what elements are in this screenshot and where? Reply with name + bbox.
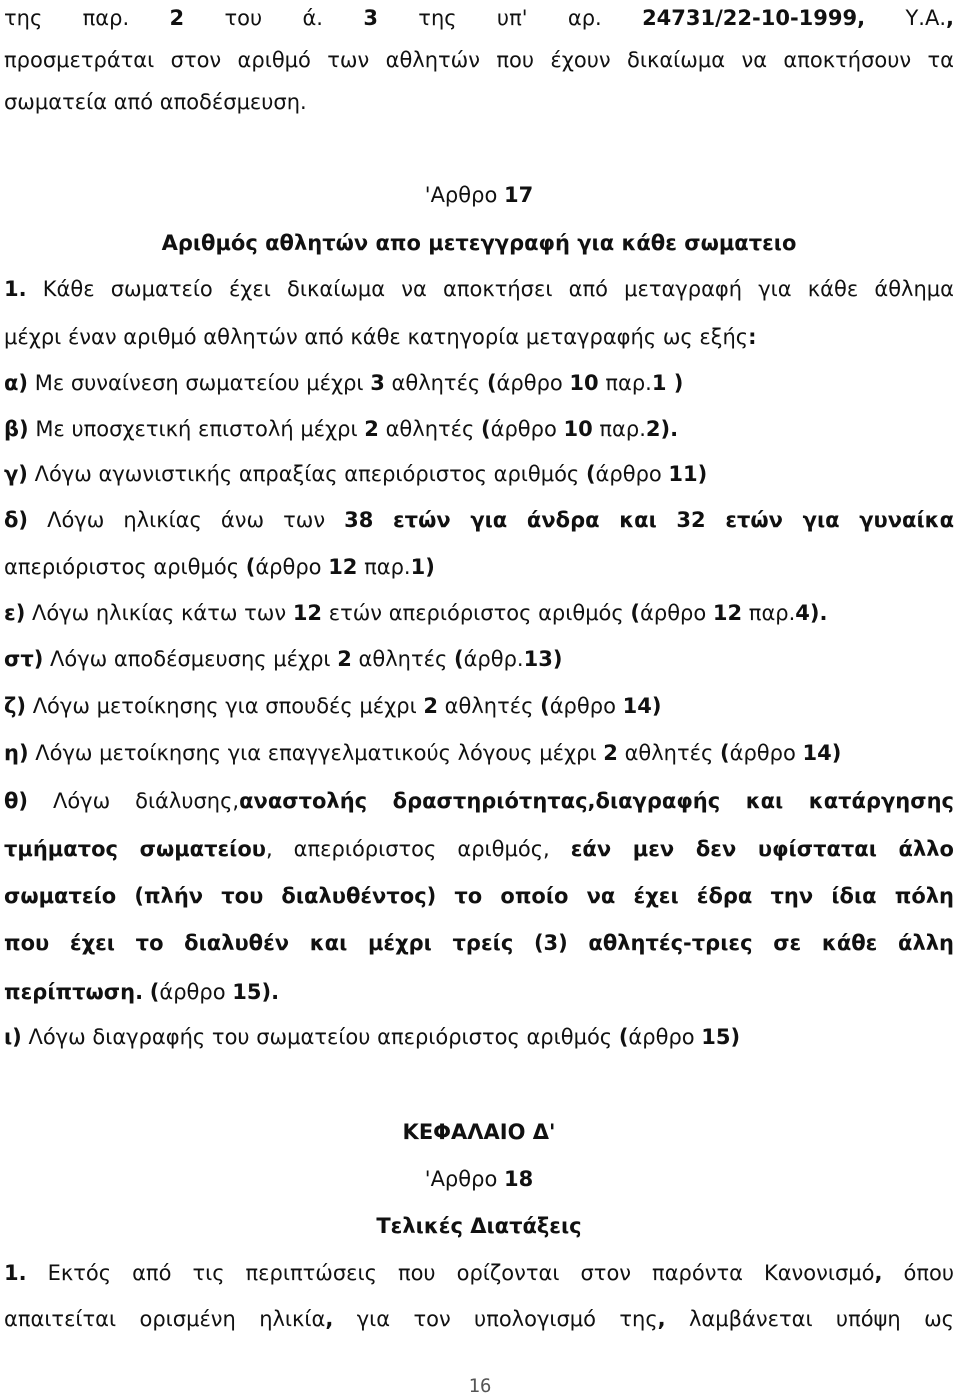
bold-text: 3 — [370, 371, 385, 395]
text-line — [4, 1259, 954, 1287]
bold-text: , — [874, 1261, 883, 1285]
text-run: αθλητές — [617, 741, 720, 765]
text-run: σωματεία από αποδέσμευση. — [4, 90, 307, 114]
bold-text: ( — [481, 417, 491, 441]
bold-text: ( — [618, 1025, 629, 1049]
text-run: απαιτείται ορισμένη ηλικία — [4, 1307, 326, 1331]
article-title — [4, 229, 954, 257]
bold-text: δ) — [4, 508, 29, 532]
bold-text: Τελικές Διατάξεις — [376, 1214, 582, 1238]
bold-text: ( — [630, 601, 641, 625]
text-line — [4, 46, 954, 74]
text-run: Υ.Α. — [865, 6, 947, 30]
bold-text: 4). — [795, 601, 828, 625]
text-line — [4, 88, 954, 116]
text-run: Λόγω ηλικίας άνω των — [28, 508, 345, 532]
bold-text: 1) — [410, 555, 435, 579]
bold-text: θ) — [4, 789, 29, 813]
text-run: άρθρο — [640, 601, 713, 625]
text-run: παρ. — [598, 371, 652, 395]
bold-text: 1 ) — [651, 371, 684, 395]
text-line — [4, 275, 954, 303]
text-run: Με συναίνεση σωματείου μέχρι — [28, 371, 371, 395]
bold-text: 12 — [712, 601, 743, 625]
bold-text: 10 — [563, 417, 593, 441]
text-line — [4, 929, 954, 957]
text-run: παρ. — [592, 417, 646, 441]
bold-text: ( — [720, 741, 730, 765]
text-run: αθλητές — [384, 371, 487, 395]
text-run: παρ. — [357, 555, 411, 579]
text-run: άρθρο — [549, 694, 623, 718]
text-run: Λόγω διαγραφής του σωματείου απεριόριστος αριθμός — [21, 1025, 619, 1049]
list-item — [4, 787, 954, 815]
text-run: Με υποσχετική επιστολή μέχρι — [28, 417, 365, 441]
article-heading — [4, 1165, 954, 1193]
bold-text: 10 — [569, 371, 599, 395]
text-line — [4, 978, 954, 1006]
text-run: Λόγω αγωνιστικής απραξίας απεριόριστος αριθμός — [27, 462, 586, 486]
text-run: όπου — [882, 1261, 954, 1285]
bold-text: 17 — [503, 183, 534, 207]
bold-text: 14) — [802, 741, 842, 765]
bold-text: Αριθμός αθλητών απο μετεγγραφή για κάθε σωματειο — [161, 231, 797, 255]
list-item — [4, 460, 954, 488]
text-run: άρθρο — [628, 1025, 702, 1049]
text-run: Λόγω μετοίκησης για σπουδές μέχρι — [26, 694, 424, 718]
bold-text: ι) — [4, 1025, 22, 1049]
text-run: άρθρο — [496, 371, 570, 395]
bold-text: περίπτωση. — [4, 980, 144, 1004]
list-item — [4, 599, 954, 627]
bold-text: εάν μεν δεν υφίσταται άλλο — [570, 837, 954, 861]
text-run: της παρ. — [4, 6, 170, 30]
bold-text: 12 — [292, 601, 323, 625]
list-item — [4, 506, 954, 534]
text-run: άρθρο — [490, 417, 564, 441]
text-run: άρθρο — [729, 741, 803, 765]
text-run: προσμετράται στον αριθμό των αθλητών που έχουν δικαίωμα να αποκτήσουν τα — [4, 48, 954, 72]
bold-text: 15). — [232, 980, 280, 1004]
bold-text: 12 — [328, 555, 358, 579]
text-run: Λόγω αποδέσμευσης μέχρι — [43, 647, 338, 671]
list-item — [4, 739, 954, 767]
bold-text: 24731/22-10-1999, — [642, 6, 866, 30]
text-run: άρθρο — [159, 980, 233, 1004]
list-item — [4, 645, 954, 673]
bold-text: , — [946, 6, 954, 30]
bold-text: τμήματος σωματείου — [4, 837, 266, 861]
bold-text: ( — [585, 462, 596, 486]
bold-text: 2 — [337, 647, 352, 671]
bold-text: 1. — [4, 1261, 27, 1285]
text-run: άρθρο — [255, 555, 329, 579]
list-item — [4, 692, 954, 720]
bold-text: 2 — [364, 417, 379, 441]
text-run: Εκτός από τις περιπτώσεις που ορίζονται στον παρόντα Κανονισμό — [26, 1261, 875, 1285]
list-item — [4, 1023, 954, 1051]
bold-text: στ) — [4, 647, 44, 671]
text-line — [4, 835, 954, 863]
text-run: λαμβάνεται υπόψη ως — [665, 1307, 954, 1331]
bold-text: ( — [453, 647, 464, 671]
text-run: Λόγω μετοίκησης για επαγγελματικούς λόγους μέχρι — [28, 741, 604, 765]
bold-text: 14) — [622, 694, 662, 718]
text-run: αθλητές — [438, 694, 541, 718]
text-run: Λόγω διάλυσης, — [28, 789, 240, 813]
text-run: 'Αρθρο — [424, 183, 504, 207]
bold-text: 18 — [503, 1167, 534, 1191]
bold-text: 13) — [523, 647, 563, 671]
bold-text: ζ) — [4, 694, 27, 718]
bold-text: : — [748, 325, 757, 349]
bold-text: ΚΕΦΑΛΑΙΟ Δ' — [402, 1120, 556, 1144]
text-line — [4, 553, 954, 581]
bold-text: 15) — [701, 1025, 741, 1049]
bold-text: α) — [4, 371, 29, 395]
bold-text: ε) — [4, 601, 26, 625]
bold-text: γ) — [4, 462, 28, 486]
text-run: αθλητές — [378, 417, 482, 441]
text-run: της υπ' αρ. — [377, 6, 643, 30]
bold-text: 38 ετών για άνδρα και 32 ετών για γυναίκα — [344, 508, 954, 532]
text-line — [4, 323, 954, 351]
text-run: μέχρι έναν αριθμό αθλητών από κάθε κατηγορία μεταγραφής ως εξής — [4, 325, 749, 349]
text-run: Λόγω ηλικίας κάτω των — [25, 601, 293, 625]
bold-text: σωματείο (πλήν του διαλυθέντος) το οποίο να έχει έδρα την ίδια πόλη — [4, 884, 954, 908]
bold-text: που έχει το διαλυθέν και μέχρι τρείς (3) αθλητές-τριες σε κάθε άλλη — [4, 931, 954, 955]
bold-text: ( — [486, 371, 497, 395]
chapter-heading — [4, 1118, 954, 1146]
bold-text: , — [657, 1307, 666, 1331]
bold-text: 1. — [4, 277, 27, 301]
list-item — [4, 415, 954, 443]
text-run — [143, 980, 150, 1004]
bold-text: ( — [245, 555, 256, 579]
article-heading — [4, 181, 954, 209]
bold-text: ( — [540, 694, 550, 718]
text-run: άρθρ. — [463, 647, 524, 671]
bold-text: αναστολής δραστηριότητας,διαγραφής και κατάργησης — [239, 789, 954, 813]
text-run: του ά. — [184, 6, 364, 30]
bold-text: ( — [149, 980, 160, 1004]
bold-text: , — [325, 1307, 334, 1331]
bold-text: 11) — [668, 462, 708, 486]
text-run: απεριόριστος αριθμός — [4, 555, 246, 579]
text-run: παρ. — [742, 601, 796, 625]
text-run: αθλητές — [351, 647, 454, 671]
text-run: ετών απεριόριστος αριθμός — [322, 601, 631, 625]
bold-text: 2 — [169, 6, 185, 30]
bold-text: β) — [4, 417, 29, 441]
bold-text: 3 — [363, 6, 378, 30]
text-run: άρθρο — [595, 462, 669, 486]
text-line — [4, 882, 954, 910]
bold-text: η) — [4, 741, 29, 765]
text-run: , απεριόριστος αριθμός, — [265, 837, 571, 861]
text-run: για τον υπολογισμό της — [333, 1307, 658, 1331]
text-run: Κάθε σωματείο έχει δικαίωμα να αποκτήσει από μεταγραφή για κάθε άθλημα — [26, 277, 954, 301]
text-run: 'Αρθρο — [424, 1167, 504, 1191]
bold-text: 2 — [603, 741, 618, 765]
list-item — [4, 369, 954, 397]
bold-text: 2). — [645, 417, 679, 441]
article-title — [4, 1212, 954, 1240]
text-line — [4, 4, 954, 32]
text-line — [4, 1305, 954, 1333]
page-number: 16 — [468, 1375, 492, 1397]
bold-text: 2 — [423, 694, 438, 718]
